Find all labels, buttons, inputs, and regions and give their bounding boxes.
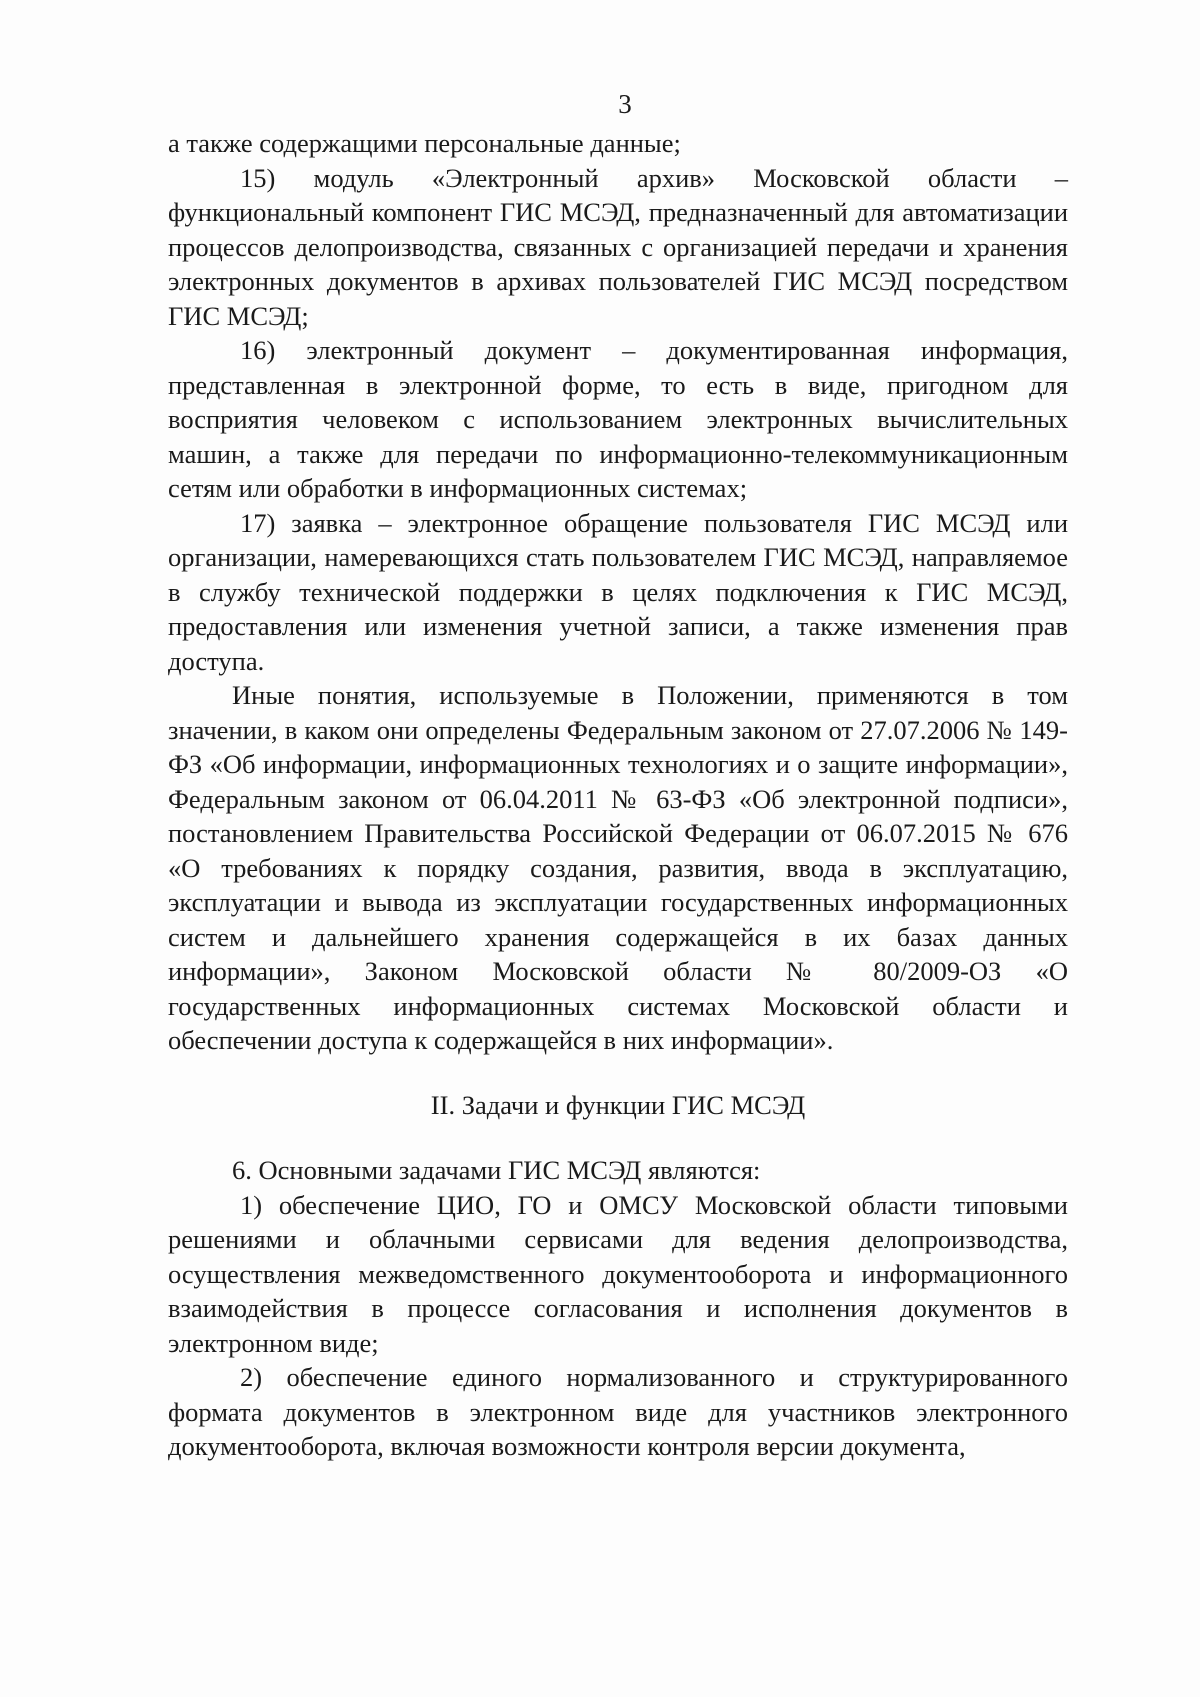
definition-16: 16) электронный документ – документированная информация, представленная в электронной форме, то есть в виде, пригодном для восприятия человеком с использованием электронных вычислительных машин, а также для передачи по информационно-телекоммуникационным сетям или обработки в информационных системах; — [168, 335, 1068, 503]
document-body — [168, 126, 1068, 1464]
tasks-intro: 6. Основными задачами ГИС МСЭД являются: — [232, 1155, 761, 1185]
task-2: 2) обеспечение единого нормализованного и структурированного формата документов в электронном виде для участников электронного документооборота, включая возможности контроля версии документа, — [168, 1362, 1068, 1461]
section-heading: II. Задачи и функции ГИС МСЭД — [430, 1089, 806, 1120]
task-1: 1) обеспечение ЦИО, ГО и ОМСУ Московской области типовыми решениями и облачными сервисами для ведения делопроизводства, осуществления межведомственного документооборота и информационного взаимодействия в процессе согласования и исполнения документов в электронном виде; — [168, 1189, 1068, 1358]
other-terms-paragraph: Иные понятия, используемые в Положении, применяются в том значении, в каком они определены Федеральным законом от 27.07.2006 № 149-ФЗ «Об информации, информационных технологиях и о защите информации», Федеральным законом от 06.04.2011 № 63-ФЗ «Об электронной подписи», постановлением Правительства Российской Федерации от 06.07.2015 № 676 «О требованиях к порядку создания, развития, ввода в эксплуатацию, эксплуатации и вывода из эксплуатации государственных информационных систем и дальнейшего хранения содержащейся в их базах данных информации», Законом Московской области № 80/2009-ОЗ «О государственных информационных системах Московской области и обеспечении доступа к содержащейся в них информации». — [168, 680, 1068, 1055]
page-number: 3 — [618, 89, 632, 119]
definition-15: 15) модуль «Электронный архив» Московской области – функциональный компонент ГИС МСЭД, предназначенный для автоматизации процессов делопроизводства, связанных с организацией передачи и хранения электронных документов в архивах пользователей ГИС МСЭД посредством ГИС МСЭД; — [168, 162, 1068, 331]
definition-17: 17) заявка – электронное обращение пользователя ГИС МСЭД или организации, намеревающихся стать пользователем ГИС МСЭД, направляемое в службу технической поддержки в целях подключения к ГИС МСЭД, предоставления или изменения учетной записи, а также изменения прав доступа. — [168, 507, 1068, 676]
paragraph-continuation: а также содержащими персональные данные; — [168, 128, 681, 158]
